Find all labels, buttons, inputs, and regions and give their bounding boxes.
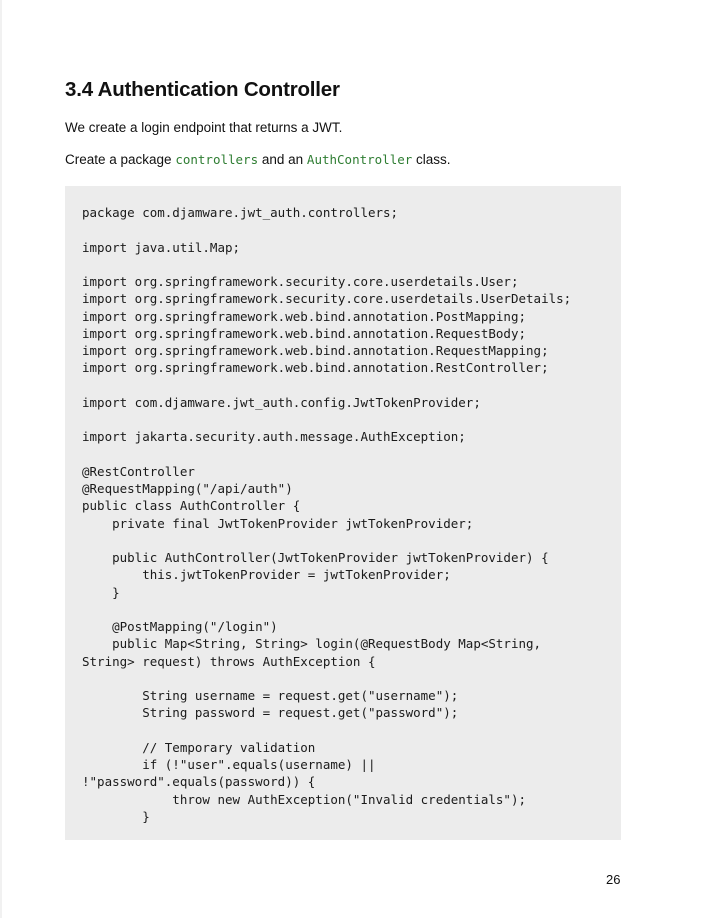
code-listing <box>82 204 621 825</box>
code-line: } <box>82 584 120 600</box>
instruction-text-part3: class. <box>412 152 451 167</box>
code-line: String username = request.get("username"); <box>82 688 459 703</box>
code-line: @RequestMapping("/api/auth") <box>82 481 293 496</box>
code-line: this.jwtTokenProvider = jwtTokenProvider; <box>82 567 451 583</box>
code-line: String password = request.get("password"); <box>82 705 459 721</box>
code-line: import org.springframework.web.bind.annotation.RequestMapping; <box>82 343 549 358</box>
code-line: import java.util.Map; <box>82 239 241 255</box>
code-line: throw new AuthException("Invalid credentials"); <box>82 791 527 807</box>
code-line: public class AuthController { <box>82 498 301 514</box>
code-line: import org.springframework.security.core.userdetails.UserDetails; <box>82 291 572 307</box>
code-line: private final JwtTokenProvider jwtTokenProvider; <box>82 515 474 531</box>
code-line: !"password".equals(password)) { <box>82 774 316 790</box>
instruction-paragraph <box>65 152 451 167</box>
intro-paragraph: We create a login endpoint that returns a JWT. <box>65 120 343 135</box>
instruction-text-part1: Create a package <box>65 152 176 167</box>
code-line: import org.springframework.web.bind.annotation.RestController; <box>82 360 549 376</box>
code-line: public Map<String, String> login(@RequestBody Map<String, <box>82 636 542 652</box>
code-line: import jakarta.security.auth.message.AuthException; <box>82 429 466 445</box>
code-line: @RestController <box>82 463 195 479</box>
code-line: String> request) throws AuthException { <box>82 653 376 669</box>
inline-code-package: controllers <box>175 152 259 167</box>
code-line: import org.springframework.web.bind.annotation.PostMapping; <box>82 308 527 324</box>
code-line: } <box>82 808 150 824</box>
code-line: import org.springframework.web.bind.annotation.RequestBody; <box>82 325 527 341</box>
instruction-text-part2: and an <box>258 152 307 167</box>
inline-code-class: AuthController <box>306 152 413 167</box>
section-heading: 3.4 Authentication Controller <box>65 78 340 101</box>
code-line: public AuthController(JwtTokenProvider jwtTokenProvider) { <box>82 550 549 565</box>
code-line: import org.springframework.security.core.userdetails.User; <box>82 274 519 289</box>
page-number: 26 <box>606 872 621 887</box>
code-line: package com.djamware.jwt_auth.controllers; <box>82 205 399 220</box>
code-line: // Temporary validation <box>82 739 316 755</box>
code-block <box>65 186 621 840</box>
code-line: if (!"user".equals(username) || <box>82 757 376 772</box>
code-line: import com.djamware.jwt_auth.config.JwtTokenProvider; <box>82 394 481 410</box>
code-line: @PostMapping("/login") <box>82 619 278 634</box>
